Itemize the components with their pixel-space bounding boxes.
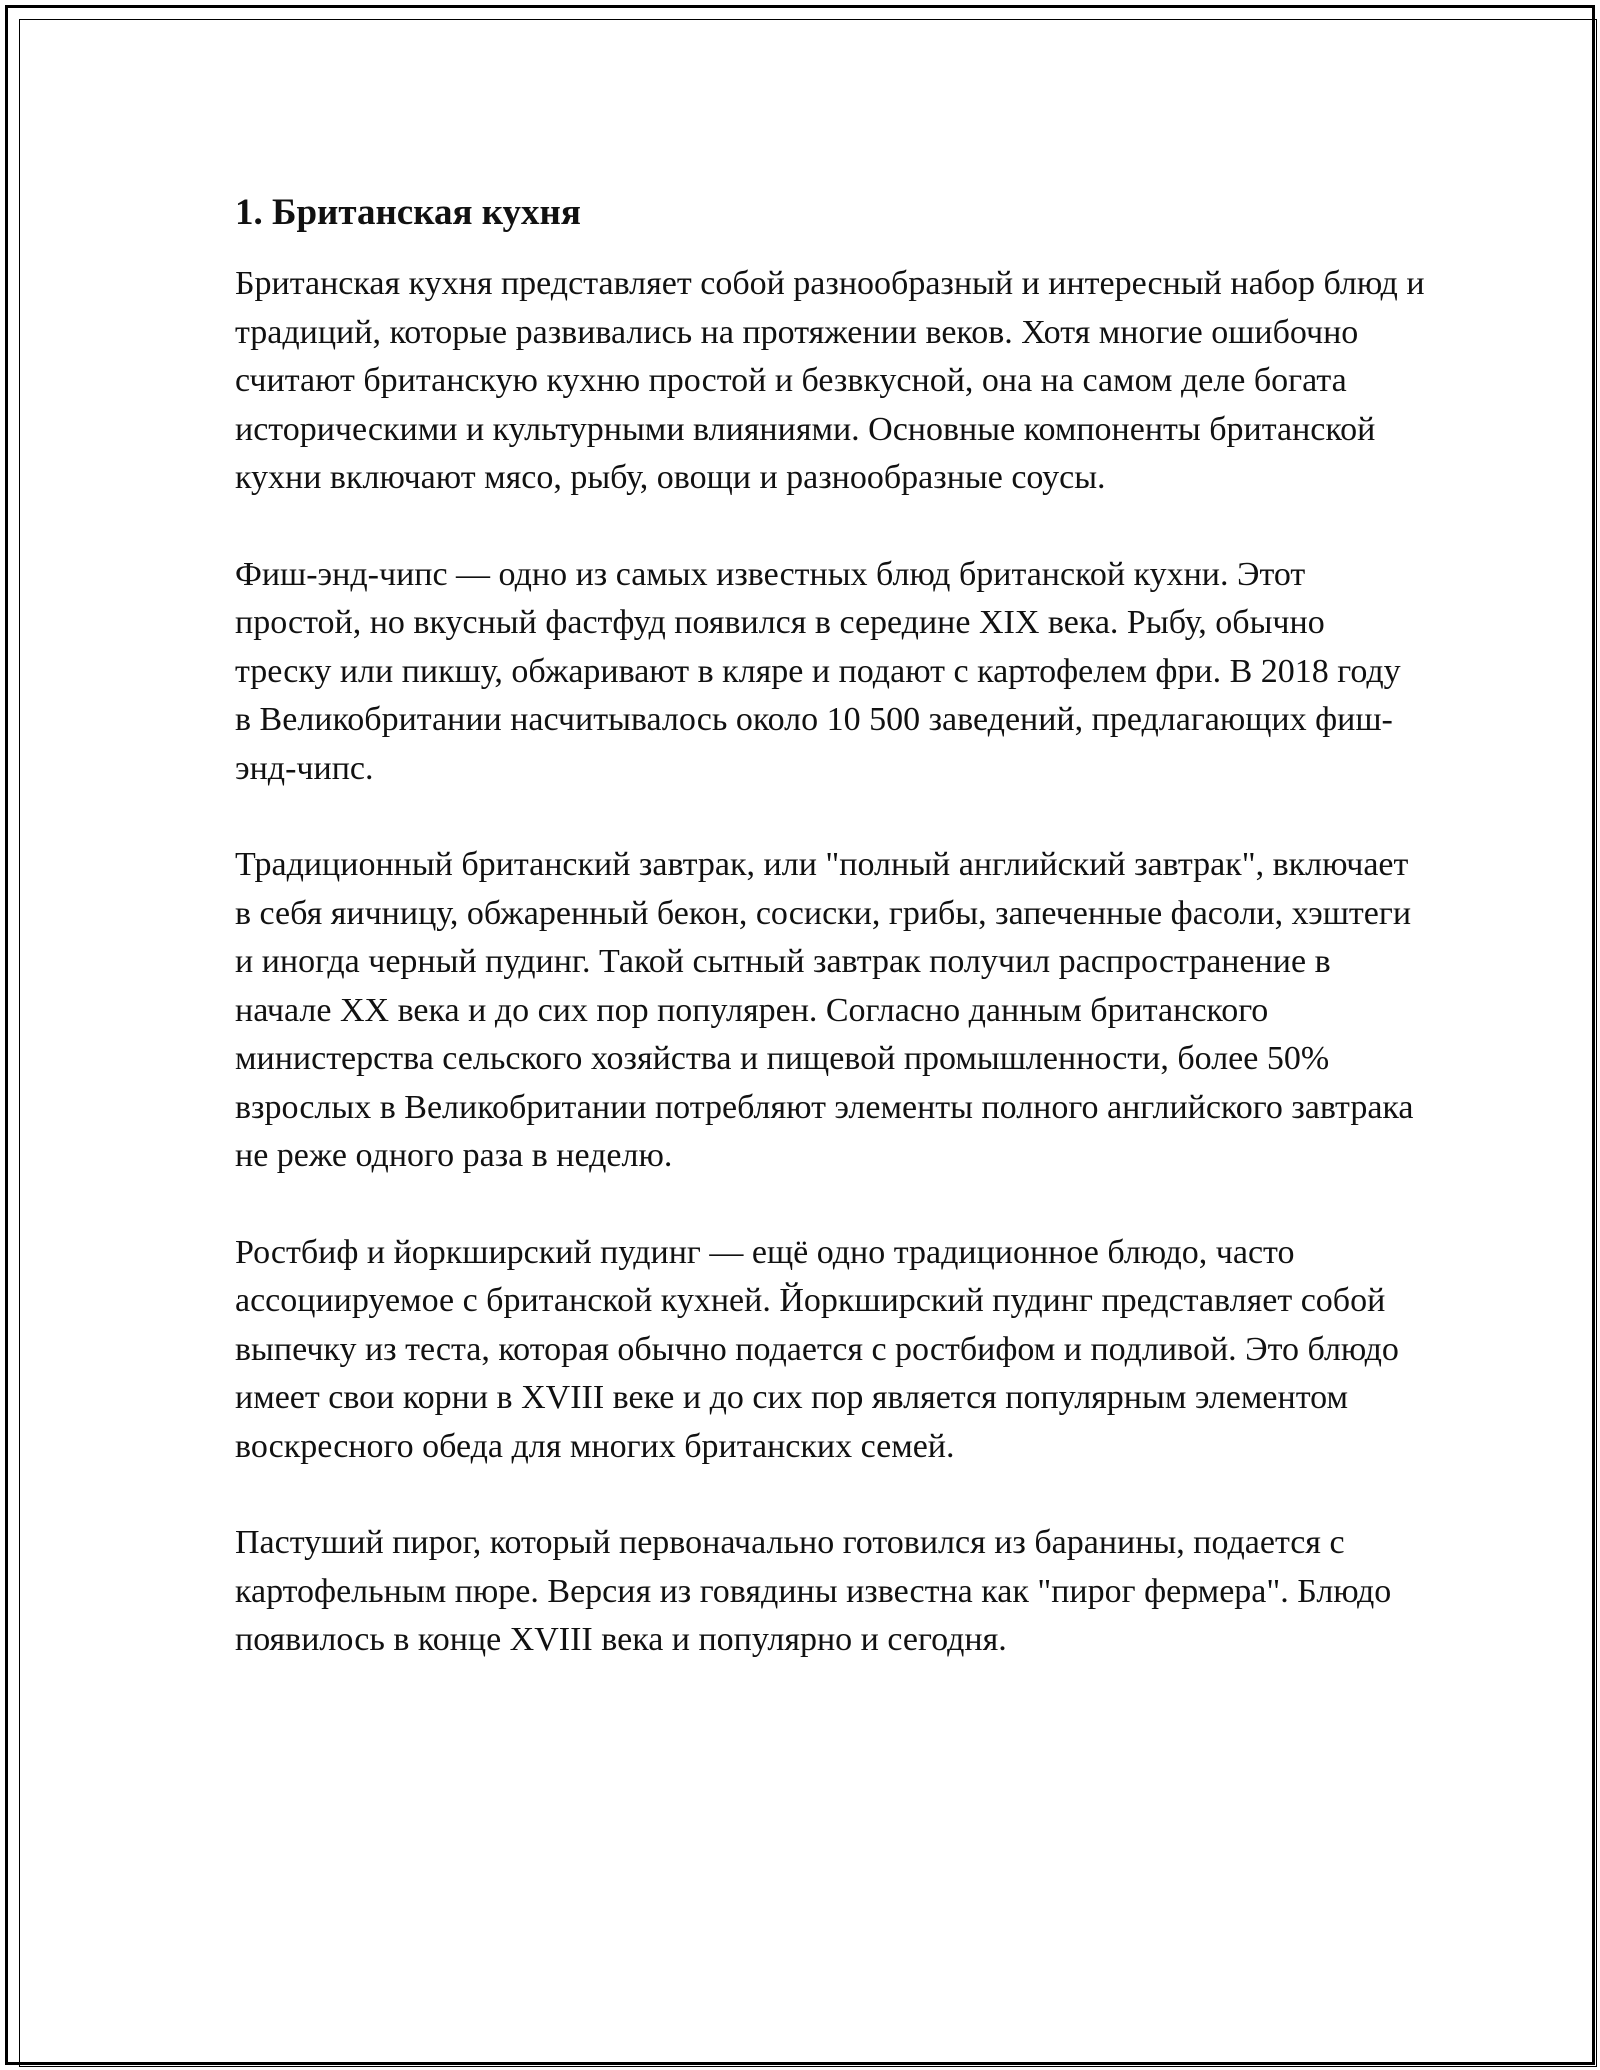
- paragraph-intro: Британская кухня представляет собой разнообразный и интересный набор блюд и традиций, которые развивались на протяжении веков. Хотя многие ошибочно считают британскую кухню простой и безвкусной, она на самом деле богата историческими и культурными влияниями. Основные компоненты британской кухни включают мясо, рыбу, овощи и разнообразные соусы.: [235, 265, 1425, 496]
- paragraph-fish-and-chips: Фиш-энд-чипс — одно из самых известных блюд британской кухни. Этот простой, но вкусный фастфуд появился в середине XIX века. Рыбу, обычно треску или пикшу, обжаривают в кляре и подают с картофелем фри. В 2018 году в Великобритании насчитывалось около 10 500 заведений, предлагающих фиш-энд-чипс.: [235, 555, 1401, 787]
- paragraph-roast-beef: Ростбиф и йоркширский пудинг — ещё одно традиционное блюдо, часто ассоциируемое с британской кухней. Йоркширский пудинг представляет собой выпечку из теста, которая обычно подается с ростбифом и подливой. Это блюдо имеет свои корни в XVIII веке и до сих пор является популярным элементом воскресного обеда для многих британских семей.: [235, 1233, 1399, 1465]
- paragraph-english-breakfast: Традиционный британский завтрак, или "полный английский завтрак", включает в себя яичницу, обжаренный бекон, сосиски, грибы, запеченные фасоли, хэштеги и иногда черный пудинг. Такой сытный завтрак получил распространение в начале XX века и до сих пор популярен. Согласно данным британского министерства сельского хозяйства и пищевой промышленности, более 50% взрослых в Великобритании потребляют элементы полного английского завтрака не реже одного раза в неделю.: [235, 846, 1414, 1174]
- paragraph-shepherds-pie: Пастуший пирог, который первоначально готовился из баранины, подается с картофельным пюре. Версия из говядины известна как "пирог фермера". Блюдо появилось в конце XVIII века и популярно и сегодня.: [235, 1524, 1392, 1658]
- document-body: [235, 188, 1425, 1665]
- section-heading: 1. Британская кухня: [235, 192, 581, 233]
